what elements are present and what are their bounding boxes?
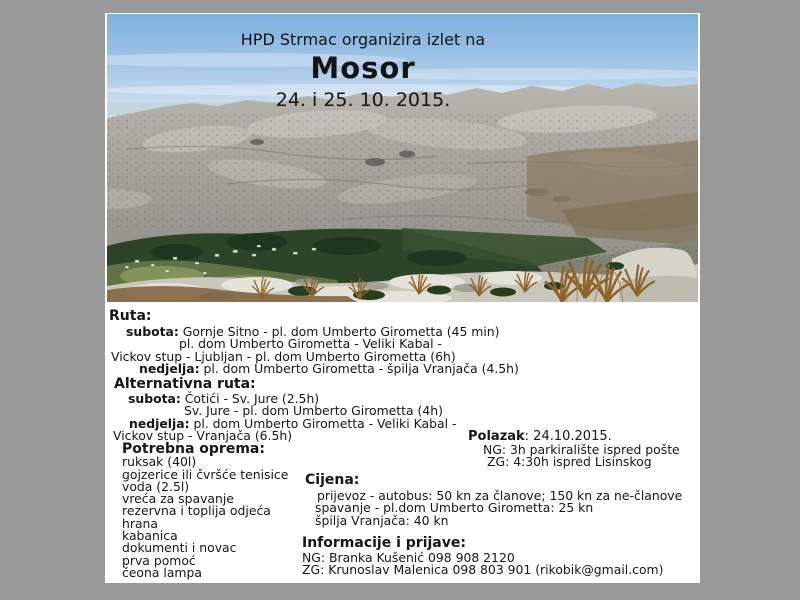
info-line: NG: Branka Kušenić 098 908 2120 [302,550,515,565]
oprema-item: čeona lampa [122,564,202,580]
info-heading: Informacije i prijave: [302,535,466,551]
ruta-line: Vickov stup - Ljubljan - pl. dom Umberto Girometta (6h) [111,348,456,364]
ruta-heading: Ruta: [109,308,152,324]
oprema-item: voda (2.5l) [122,478,190,494]
flyer-subtitle: HPD Strmac organizira izlet na [240,30,486,49]
oprema-heading: Potrebna oprema: [122,441,265,457]
cijena-line: prijevoz - autobus: 50 kn za članove; 150 kn za ne-članove [317,488,683,503]
section-ruta [105,309,519,376]
flyer-date: 24. i 25. 10. 2015. [275,89,451,111]
polazak-line: NG: 3h parkiralište ispred pošte [483,442,680,457]
ruta-line: nedjelja: pl. dom Umberto Girometta - špilja Vranjača (4.5h) [139,361,519,377]
cijena-line: spavanje - pl.dom Umberto Girometta: 25 kn [315,500,594,516]
oprema-item: prva pomoć [122,552,196,568]
oprema-item: hrana [122,515,158,531]
ruta-line: pl. dom Umberto Girometta - Veliki Kabal - [179,336,442,352]
flyer-paper [105,13,700,583]
oprema-item: vreća za spavanje [122,491,234,507]
oprema-item: rezervna i toplija odjeća [122,503,271,519]
alternativna-line: Sv. Jure - pl. dom Umberto Girometta (4h) [184,403,443,419]
section-polazak [468,430,680,469]
cijena-line: špilja Vranjača: 40 kn [315,512,449,528]
polazak-line: ZG: 4:30h ispred Lisinskog [487,454,652,470]
oprema-item: gojzerice ili čvršće tenisice [122,466,289,482]
cijena-heading: Cijena: [305,472,360,488]
section-alternativna-ruta [105,377,456,443]
photo-title-overlay [107,30,619,111]
polazak-heading: Polazak: 24.10.2015. [468,429,612,444]
mountain-photo [107,14,698,302]
oprema-item: ruksak (40l) [122,454,197,470]
alternativna-line: Vickov stup - Vranjača (6.5h) [113,428,293,444]
ruta-line: subota: Gornje Sitno - pl. dom Umberto Girometta (45 min) [126,324,500,339]
info-line: ZG: Krunoslav Malenica 098 803 901 (rikobik@gmail.com) [302,562,664,578]
flyer-title: Mosor [310,51,416,85]
oprema-item: kabanica [122,528,178,544]
alternativna-line: subota: Čotići - Sv. Jure (2.5h) [128,391,320,406]
section-informacije [105,535,664,580]
alternativna-heading: Alternativna ruta: [114,376,256,392]
section-cijena [105,473,682,527]
alternativna-line: nedjelja: pl. dom Umberto Girometta - Veliki Kabal - [129,415,457,431]
oprema-item: dokumenti i novac [122,540,237,556]
